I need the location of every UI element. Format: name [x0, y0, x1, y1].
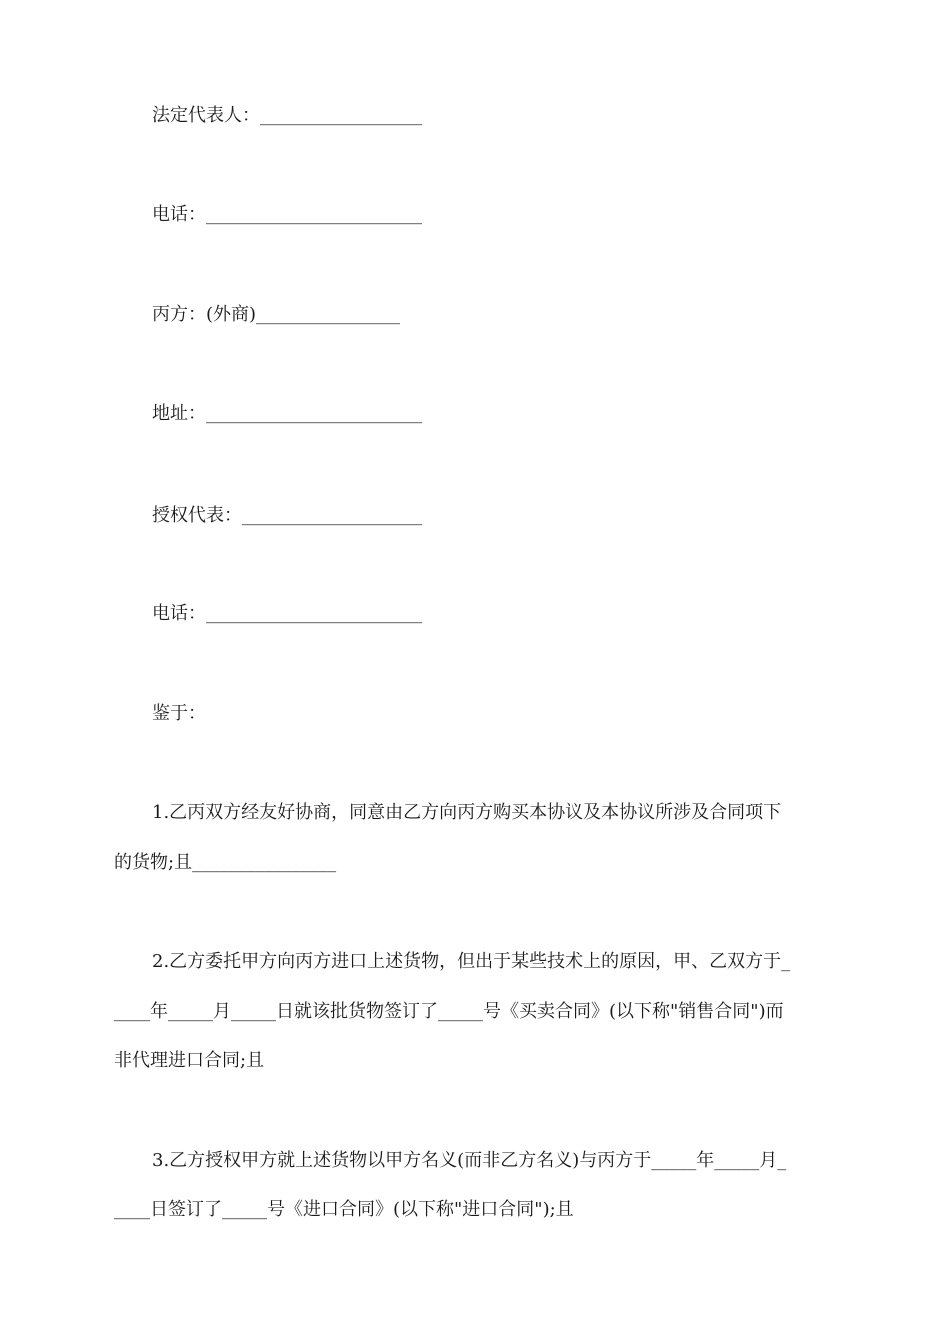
- clause-2-line-2: ____年_____月_____日就该批货物签订了_____号《买卖合同》(以下称"销售合同")而: [114, 1001, 784, 1022]
- legal-representative-field: 法定代表人：__________________: [152, 105, 422, 126]
- clause-3-line-2: ____日签订了_____号《进口合同》(以下称"进口合同");且: [114, 1199, 574, 1220]
- clause-1-line-1: 1.乙丙双方经友好协商，同意由乙方向丙方购买本协议及本协议所涉及合同项下: [152, 802, 782, 823]
- whereas-heading: 鉴于：: [152, 703, 206, 724]
- clause-2-line-1: 2.乙方委托甲方向丙方进口上述货物，但出于某些技术上的原因，甲、乙双方于_: [152, 951, 791, 972]
- address-field: 地址：________________________: [152, 403, 422, 424]
- clause-2-line-3: 非代理进口合同;且: [114, 1050, 265, 1071]
- party-c-field: 丙方：(外商)________________: [152, 304, 401, 325]
- phone-field: 电话：________________________: [152, 204, 422, 225]
- clause-3-line-1: 3.乙方授权甲方就上述货物以甲方名义(而非乙方名义)与丙方于_____年_____月_: [152, 1150, 787, 1171]
- clause-1-line-2: 的货物;且________________: [114, 852, 337, 873]
- phone-field-2: 电话：________________________: [152, 603, 422, 624]
- authorized-representative-field: 授权代表：____________________: [152, 505, 422, 526]
